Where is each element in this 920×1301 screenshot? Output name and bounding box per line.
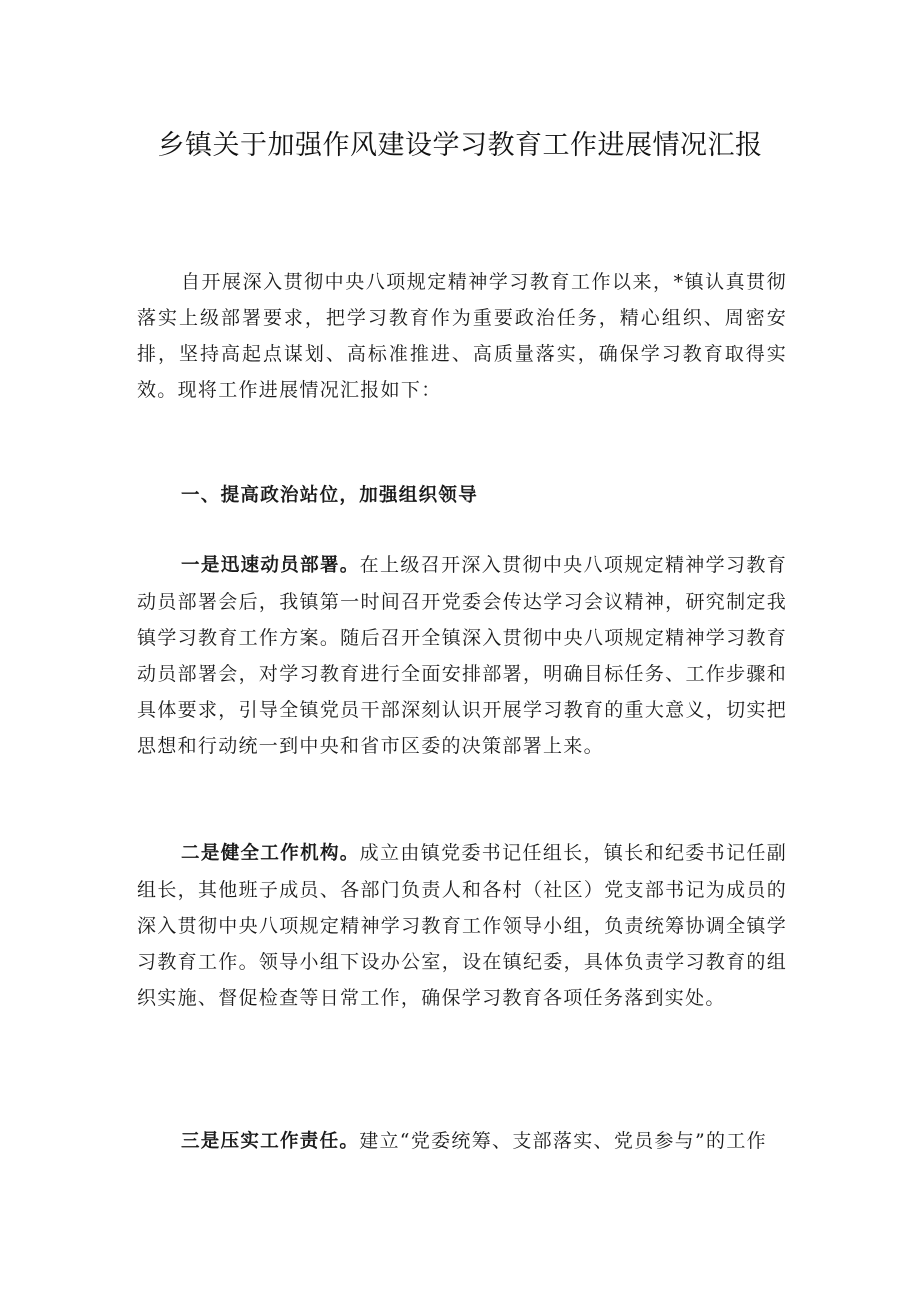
paragraph-2 xyxy=(137,835,787,1016)
paragraph-1-lead: 一是迅速动员部署。 xyxy=(181,555,360,576)
paragraph-2-text: 成立由镇党委书记任组长，镇长和纪委书记任副组长，其他班子成员、各部门负责人和各村（社区）党支部书记为成员的深入贯彻中央八项规定精神学习教育工作领导小组，负责统筹协调全镇学习教育工作。领导小组下设办公室，设在镇纪委，具体负责学习教育的组织实施、督促检查等日常工作，确保学习教育各项任务落到实处。 xyxy=(137,842,787,1009)
paragraph-3-lead: 三是压实工作责任。 xyxy=(181,1131,360,1152)
paragraph-2-lead: 二是健全工作机构。 xyxy=(181,843,360,864)
paragraph-1 xyxy=(137,547,787,764)
paragraph-1-text: 在上级召开深入贯彻中央八项规定精神学习教育动员部署会后，我镇第一时间召开党委会传达学习会议精神，研究制定我镇学习教育工作方案。随后召开全镇深入贯彻中央八项规定精神学习教育动员部署会，对学习教育进行全面安排部署，明确目标任务、工作步骤和具体要求，引导全镇党员干部深刻认识开展学习教育的重大意义，切实把思想和行动统一到中央和省市区委的决策部署上来。 xyxy=(137,554,787,757)
document-title: 乡镇关于加强作风建设学习教育工作进展情况汇报 xyxy=(157,130,763,161)
paragraph-3 xyxy=(137,1123,787,1160)
section-heading-1: 一、提高政治站位，加强组织领导 xyxy=(181,485,479,506)
paragraph-3-text: 建立“党委统筹、支部落实、党员参与”的工作 xyxy=(359,1130,767,1152)
intro-paragraph: 自开展深入贯彻中央八项规定精神学习教育工作以来，*镇认真贯彻落实上级部署要求，把学习教育作为重要政治任务，精心组织、周密安排，坚持高起点谋划、高标准推进、高质量落实，确保学习教育取得实效。现将工作进展情况汇报如下： xyxy=(137,271,787,401)
